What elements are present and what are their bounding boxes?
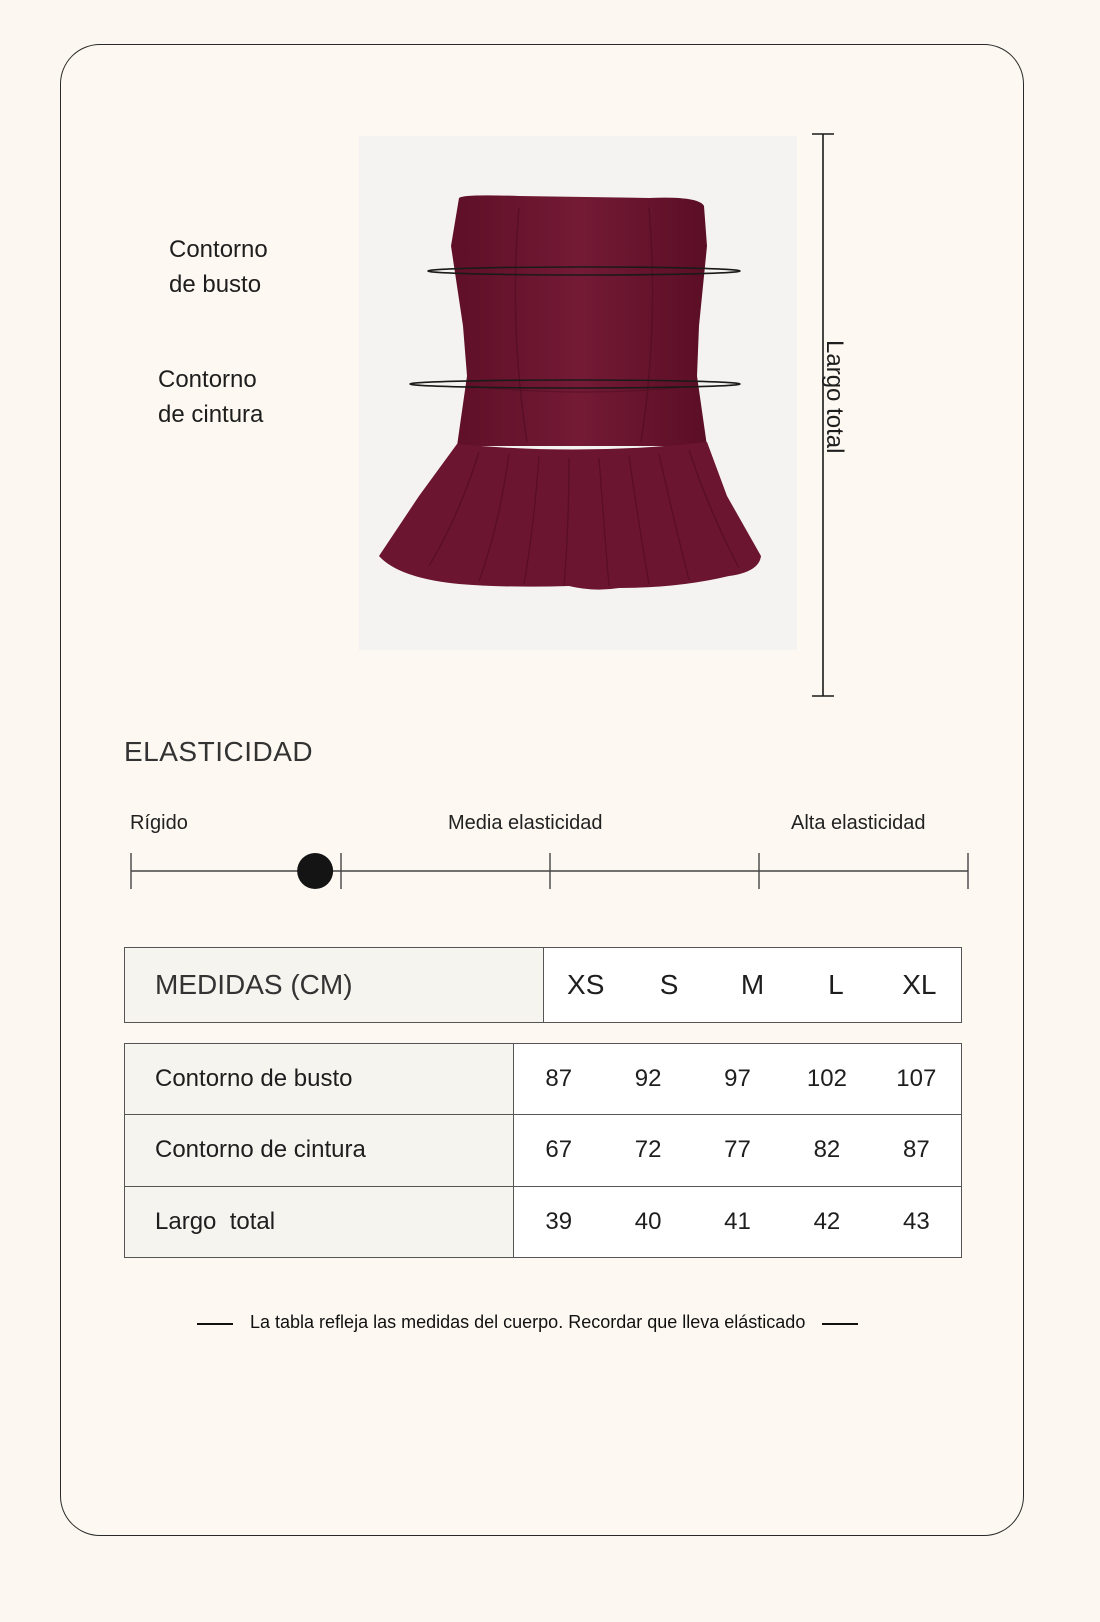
footnote: La tabla refleja las medidas del cuerpo. Recordar que lleva elásticado bbox=[250, 1312, 806, 1332]
bust-label-line: de busto bbox=[169, 271, 262, 298]
size-m: M bbox=[740, 969, 765, 1000]
waist-measure-ring bbox=[410, 380, 740, 388]
waist-label-line: Contorno bbox=[158, 366, 257, 393]
elasticity-scale bbox=[120, 840, 980, 900]
footnote-dash-right bbox=[822, 1323, 858, 1325]
bust-label bbox=[169, 232, 268, 302]
table-cell: 92 bbox=[634, 1065, 662, 1093]
table-row bbox=[125, 1044, 962, 1115]
length-label: Largo total bbox=[821, 340, 848, 454]
table-cell: 72 bbox=[634, 1136, 662, 1164]
size-xl: XL bbox=[902, 969, 937, 1000]
bust-label-line: Contorno bbox=[169, 236, 268, 263]
size-header-table bbox=[124, 947, 962, 1023]
row-label-length: Largo total bbox=[125, 1186, 514, 1257]
scale-label-medium: Media elasticidad bbox=[448, 812, 603, 834]
size-l: L bbox=[828, 969, 844, 1000]
size-xs: XS bbox=[567, 969, 605, 1000]
table-cell: 87 bbox=[545, 1065, 573, 1093]
table-cell: 82 bbox=[813, 1136, 841, 1164]
measurement-overlay bbox=[0, 0, 1100, 720]
table-cell: 77 bbox=[724, 1136, 751, 1164]
waist-label bbox=[158, 362, 263, 432]
size-s: S bbox=[659, 969, 679, 1000]
table-cell: 42 bbox=[813, 1207, 841, 1235]
table-row bbox=[125, 1186, 962, 1257]
table-row bbox=[125, 1115, 962, 1186]
waist-label-line: de cintura bbox=[158, 401, 264, 428]
elasticity-level-marker bbox=[297, 853, 333, 889]
measurements-header: MEDIDAS (CM) bbox=[125, 948, 544, 1023]
bust-measure-ring bbox=[428, 267, 740, 275]
table-cell: 40 bbox=[634, 1207, 662, 1235]
table-cell: 102 bbox=[806, 1065, 847, 1093]
row-label-bust: Contorno de busto bbox=[125, 1044, 514, 1115]
table-cell: 43 bbox=[902, 1207, 930, 1235]
size-header-cells bbox=[544, 948, 962, 1023]
table-cell: 67 bbox=[545, 1136, 573, 1164]
table-cell: 87 bbox=[902, 1136, 930, 1164]
scale-label-high: Alta elasticidad bbox=[791, 812, 926, 834]
size-values-table bbox=[124, 1043, 962, 1258]
row-label-waist: Contorno de cintura bbox=[125, 1115, 514, 1186]
table-cell: 107 bbox=[896, 1065, 937, 1093]
table-cell: 41 bbox=[724, 1207, 751, 1235]
scale-label-rigid: Rígido bbox=[130, 812, 188, 834]
footnote-dash-left bbox=[197, 1323, 233, 1325]
elasticity-title: ELASTICIDAD bbox=[124, 736, 314, 767]
table-cell: 39 bbox=[545, 1207, 573, 1235]
table-cell: 97 bbox=[724, 1065, 751, 1093]
